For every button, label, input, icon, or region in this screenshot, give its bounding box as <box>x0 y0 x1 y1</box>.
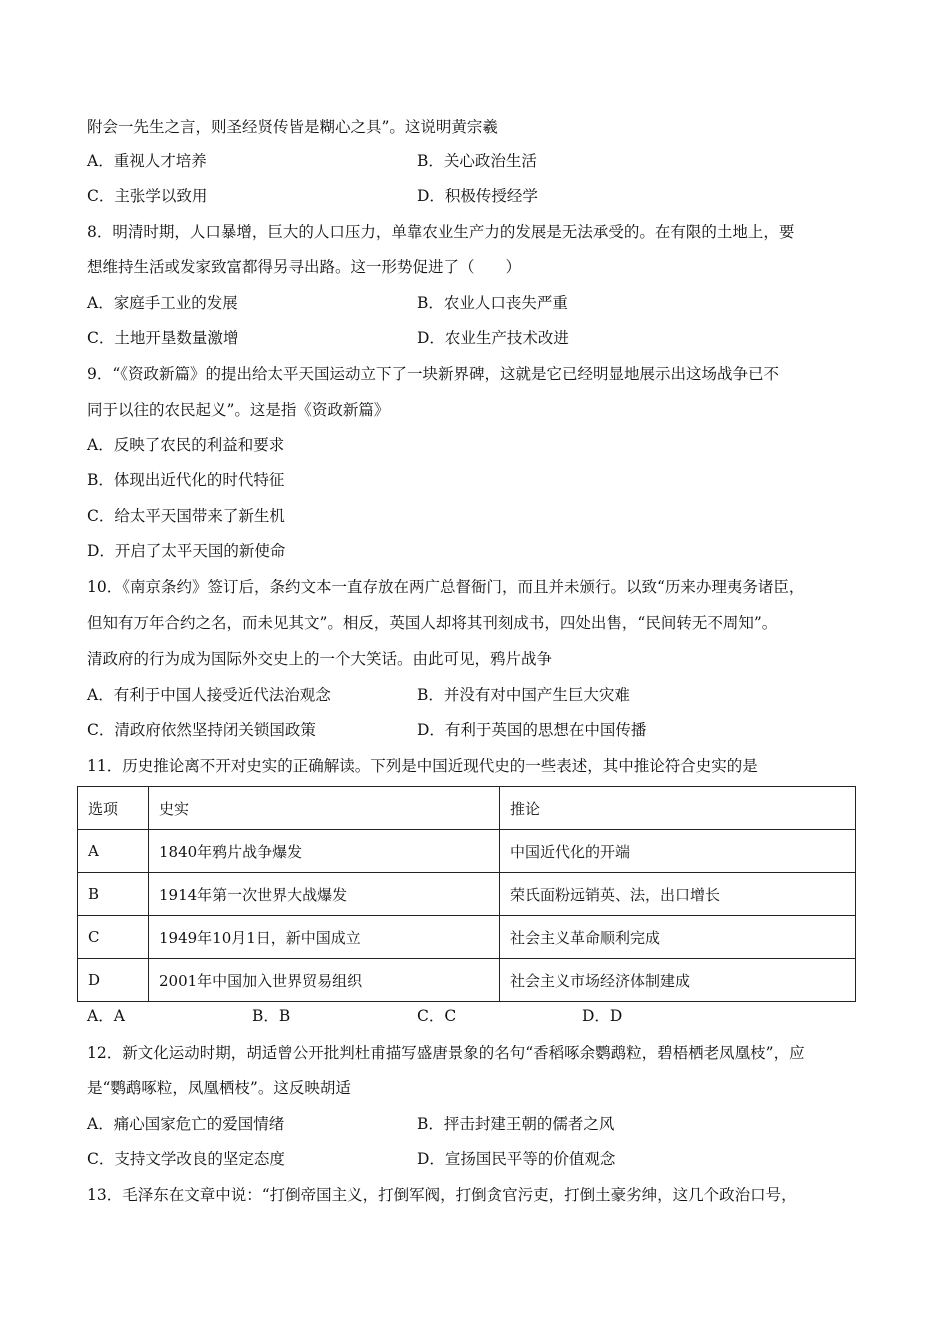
table-cell: A <box>78 830 149 873</box>
table-cell: 1840年鸦片战争爆发 <box>149 830 500 873</box>
table-cell: 1914年第一次世界大战爆发 <box>149 873 500 916</box>
q9-option-d[interactable]: D．开启了太平天国的新使命 <box>87 542 286 560</box>
q12-option-c[interactable]: C．支持文学改良的坚定态度 <box>87 1150 285 1168</box>
q12-option-a[interactable]: A．痛心国家危亡的爱国情绪 <box>87 1115 285 1133</box>
q10-option-a[interactable]: A．有利于中国人接受近代法治观念 <box>87 686 331 704</box>
q9-stem-line1: 9．“《资政新篇》的提出给太平天国运动立下了一块新界碑，这就是它已经明显地展示出这场战争已不 <box>87 365 780 383</box>
table-row <box>78 959 856 1002</box>
history-facts-table <box>77 786 856 1002</box>
q9-option-c[interactable]: C．给太平天国带来了新生机 <box>87 507 285 525</box>
q7-option-c[interactable]: C．主张学以致用 <box>87 187 208 205</box>
q8-option-b[interactable]: B．农业人口丧失严重 <box>417 294 568 312</box>
table-cell: 2001年中国加入世界贸易组织 <box>149 959 500 1002</box>
q13-stem-line1: 13．毛泽东在文章中说：“打倒帝国主义，打倒军阀，打倒贪官污吏，打倒土豪劣绅，这几个政治口号， <box>87 1186 797 1204</box>
q11-option-c[interactable]: C．C <box>417 1007 457 1025</box>
table-row <box>78 873 856 916</box>
q7-option-d[interactable]: D．积极传授经学 <box>417 187 538 205</box>
q8-stem-line2: 想维持生活或发家致富都得另寻出路。这一形势促进了（ ） <box>87 258 522 276</box>
q7-stem-tail: 附会一先生之言，则圣经贤传皆是糊心之具”。这说明黄宗羲 <box>87 118 498 136</box>
q12-stem-line1: 12．新文化运动时期，胡适曾公开批判杜甫描写盛唐景象的名句“香稻啄余鹦鹉粒，碧梧栖老凤凰枝”，应 <box>87 1044 805 1062</box>
table-cell: D <box>78 959 149 1002</box>
table-header-cell: 推论 <box>500 787 856 830</box>
table-header-cell: 史实 <box>149 787 500 830</box>
q12-option-b[interactable]: B．抨击封建王朝的儒者之风 <box>417 1115 615 1133</box>
table-cell: 中国近代化的开端 <box>500 830 856 873</box>
q8-option-d[interactable]: D．农业生产技术改进 <box>417 329 569 347</box>
q10-option-d[interactable]: D．有利于英国的思想在中国传播 <box>417 721 647 739</box>
q11-option-a[interactable]: A．A <box>87 1007 125 1025</box>
table-cell: 荣氏面粉远销英、法，出口增长 <box>500 873 856 916</box>
q7-option-a[interactable]: A．重视人才培养 <box>87 152 207 170</box>
q9-option-b[interactable]: B．体现出近代化的时代特征 <box>87 471 285 489</box>
table-header-cell: 选项 <box>78 787 149 830</box>
q10-stem-line2: 但知有万年合约之名，而未见其文”。相反，英国人却将其刊刻成书，四处出售，“民间转无不周知”。 <box>87 614 778 632</box>
q11-option-d[interactable]: D．D <box>582 1007 623 1025</box>
table-header-row <box>78 787 856 830</box>
q12-stem-line2: 是“鹦鹉啄粒，凤凰栖枝”。这反映胡适 <box>87 1079 351 1097</box>
q7-option-b[interactable]: B．关心政治生活 <box>417 152 537 170</box>
q8-option-a[interactable]: A．家庭手工业的发展 <box>87 294 238 312</box>
q8-stem-line1: 8．明清时期，人口暴增，巨大的人口压力，单靠农业生产力的发展是无法承受的。在有限的土地上，要 <box>87 223 795 241</box>
table-row <box>78 916 856 959</box>
q9-option-a[interactable]: A．反映了农民的利益和要求 <box>87 436 285 454</box>
q10-stem-line1: 10．《南京条约》签订后，条约文本一直存放在两广总督衙门，而且并未颁行。以致“历来办理夷务诸臣， <box>87 578 805 596</box>
q11-option-b[interactable]: B．B <box>252 1007 291 1025</box>
q8-option-c[interactable]: C．土地开垦数量激增 <box>87 329 239 347</box>
q10-stem-line3: 清政府的行为成为国际外交史上的一个大笑话。由此可见，鸦片战争 <box>87 650 553 668</box>
q10-option-b[interactable]: B．并没有对中国产生巨大灾难 <box>417 686 630 704</box>
table-row <box>78 830 856 873</box>
q10-option-c[interactable]: C．清政府依然坚持闭关锁国政策 <box>87 721 316 739</box>
q11-stem-line1: 11．历史推论离不开对史实的正确解读。下列是中国近现代史的一些表述，其中推论符合史实的是 <box>87 757 758 775</box>
table-cell: B <box>78 873 149 916</box>
table-cell: 1949年10月1日，新中国成立 <box>149 916 500 959</box>
table-cell: 社会主义革命顺利完成 <box>500 916 856 959</box>
table-cell: 社会主义市场经济体制建成 <box>500 959 856 1002</box>
q12-option-d[interactable]: D．宣扬国民平等的价值观念 <box>417 1150 616 1168</box>
table-cell: C <box>78 916 149 959</box>
q9-stem-line2: 同于以往的农民起义”。这是指《资政新篇》 <box>87 401 390 419</box>
